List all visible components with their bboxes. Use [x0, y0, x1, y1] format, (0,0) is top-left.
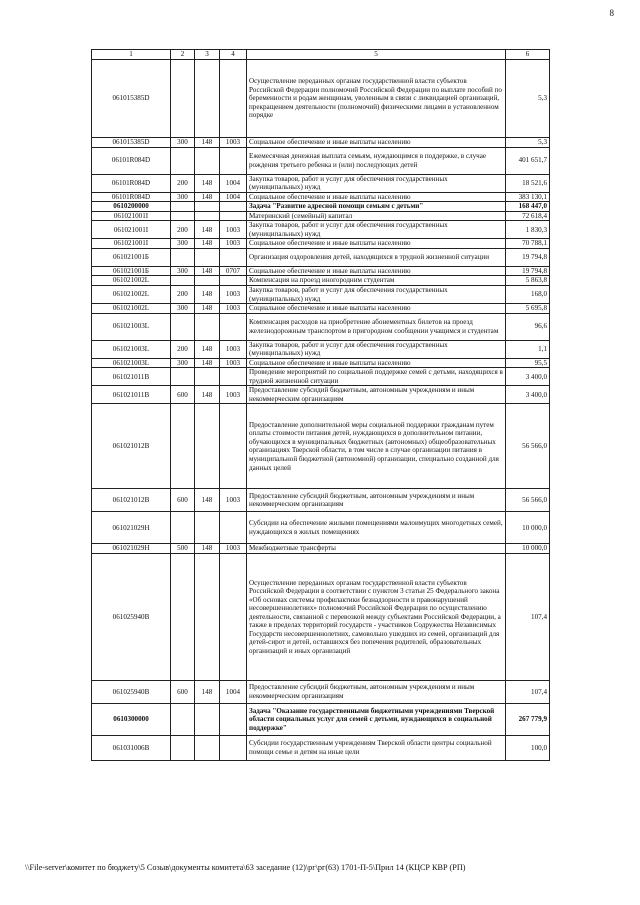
- section-code-cell: [220, 404, 247, 489]
- code-cell: 061021001Б: [92, 266, 171, 276]
- expense-type-cell: [171, 313, 195, 340]
- amount-cell: 5 863,8: [506, 276, 550, 286]
- amount-cell: 5,3: [506, 138, 550, 148]
- file-path-footer: \\File-server\комитет по бюджету\5 Созыв\документы комитета\63 заседание (12)\рг\рг(63) 1701-П-5\Прил 14 (КЦСР КВР (РП): [25, 863, 466, 872]
- header-col-5: 5: [247, 50, 506, 60]
- code-cell: 061021029H: [92, 512, 171, 544]
- code-cell: 061015385D: [92, 138, 171, 148]
- expense-type-cell: [171, 704, 195, 736]
- table-row: [92, 340, 550, 358]
- code-cell: 061021012B: [92, 489, 171, 512]
- table-row: [92, 192, 550, 202]
- ministry-code-cell: 148: [195, 138, 220, 148]
- code-cell: 06101R084D: [92, 174, 171, 192]
- code-cell: 061021001I: [92, 211, 171, 221]
- table-row: [92, 386, 550, 404]
- expense-type-cell: [171, 147, 195, 174]
- expense-type-cell: 500: [171, 544, 195, 554]
- description-cell: Закупка товаров, работ и услуг для обеспечения государственных (муниципальных) нужд: [247, 340, 506, 358]
- description-cell: Социальное обеспечение и иные выплаты населению: [247, 358, 506, 368]
- ministry-code-cell: 148: [195, 221, 220, 239]
- code-cell: 061021029H: [92, 544, 171, 554]
- section-code-cell: [220, 512, 247, 544]
- amount-cell: 70 788,1: [506, 239, 550, 249]
- ministry-code-cell: [195, 404, 220, 489]
- table-row: [92, 202, 550, 212]
- description-cell: Задача "Развитие адресной помощи семьям с детьми": [247, 202, 506, 212]
- description-cell: Материнский (семейный) капитал: [247, 211, 506, 221]
- table-row: [92, 544, 550, 554]
- table-row: [92, 248, 550, 266]
- ministry-code-cell: 148: [195, 192, 220, 202]
- description-cell: Социальное обеспечение и иные выплаты населению: [247, 192, 506, 202]
- description-cell: Предоставление субсидий бюджетным, автономным учреждениям и иным некоммерческим организациям: [247, 386, 506, 404]
- code-cell: 0610300000: [92, 704, 171, 736]
- description-cell: Предоставление дополнительной меры социальной поддержки гражданам путем оплаты стоимости питания детей, нуждающихся в дополнительном питании, обучающихся в муниципальных бюджетных (автономных) общеобразовательных организациях Тверской области, в том числе в случае организации питания в муниципальной бюджетной (автономной) организации, специально созданной для данных целей: [247, 404, 506, 489]
- section-code-cell: [220, 704, 247, 736]
- description-cell: Социальное обеспечение и иные выплаты населению: [247, 239, 506, 249]
- expense-type-cell: [171, 60, 195, 138]
- description-cell: Субсидии на обеспечение жилыми помещениями малоимущих многодетных семей, нуждающихся в жилых помещениях: [247, 512, 506, 544]
- ministry-code-cell: [195, 512, 220, 544]
- table-body: [92, 60, 550, 761]
- section-code-cell: 1003: [220, 239, 247, 249]
- code-cell: 061021002L: [92, 304, 171, 314]
- amount-cell: 56 566,0: [506, 404, 550, 489]
- code-cell: 061021002L: [92, 276, 171, 286]
- expense-type-cell: [171, 248, 195, 266]
- amount-cell: 95,5: [506, 358, 550, 368]
- table-row: [92, 704, 550, 736]
- code-cell: 06101R084D: [92, 192, 171, 202]
- table-row: [92, 211, 550, 221]
- code-cell: 061015385D: [92, 60, 171, 138]
- expense-type-cell: 600: [171, 386, 195, 404]
- table-row: [92, 147, 550, 174]
- expense-type-cell: [171, 368, 195, 386]
- amount-cell: 19 794,8: [506, 248, 550, 266]
- section-code-cell: [220, 147, 247, 174]
- expense-type-cell: 300: [171, 192, 195, 202]
- description-cell: Ежемесячная денежная выплата семьям, нуждающимся в поддержке, в случае рождения третьего ребенка и (или) последующих детей: [247, 147, 506, 174]
- section-code-cell: [220, 248, 247, 266]
- ministry-code-cell: 148: [195, 358, 220, 368]
- section-code-cell: 1003: [220, 544, 247, 554]
- amount-cell: 3 400,0: [506, 386, 550, 404]
- expense-type-cell: 600: [171, 489, 195, 512]
- table-row: [92, 404, 550, 489]
- code-cell: 06101R084D: [92, 147, 171, 174]
- table-row: [92, 286, 550, 304]
- amount-cell: 18 521,6: [506, 174, 550, 192]
- description-cell: Закупка товаров, работ и услуг для обеспечения государственных (муниципальных) нужд: [247, 286, 506, 304]
- amount-cell: 267 779,9: [506, 704, 550, 736]
- expense-type-cell: 200: [171, 174, 195, 192]
- table-row: [92, 512, 550, 544]
- table-row: [92, 304, 550, 314]
- amount-cell: 1 830,3: [506, 221, 550, 239]
- section-code-cell: [220, 736, 247, 761]
- ministry-code-cell: [195, 147, 220, 174]
- table-row: [92, 266, 550, 276]
- section-code-cell: 1003: [220, 386, 247, 404]
- ministry-code-cell: 148: [195, 340, 220, 358]
- ministry-code-cell: 148: [195, 239, 220, 249]
- ministry-code-cell: [195, 704, 220, 736]
- table-row: [92, 368, 550, 386]
- expense-type-cell: 300: [171, 304, 195, 314]
- expense-type-cell: 300: [171, 358, 195, 368]
- section-code-cell: 1003: [220, 138, 247, 148]
- section-code-cell: [220, 276, 247, 286]
- ministry-code-cell: 148: [195, 286, 220, 304]
- expense-type-cell: [171, 202, 195, 212]
- section-code-cell: 1003: [220, 286, 247, 304]
- table-row: [92, 736, 550, 761]
- ministry-code-cell: 148: [195, 544, 220, 554]
- ministry-code-cell: 148: [195, 304, 220, 314]
- expense-type-cell: [171, 554, 195, 681]
- expense-type-cell: 600: [171, 681, 195, 704]
- amount-cell: 5,3: [506, 60, 550, 138]
- header-col-4: 4: [220, 50, 247, 60]
- code-cell: 061021003L: [92, 313, 171, 340]
- code-cell: 061021003L: [92, 358, 171, 368]
- expense-type-cell: 200: [171, 221, 195, 239]
- amount-cell: 168 447,0: [506, 202, 550, 212]
- section-code-cell: [220, 313, 247, 340]
- amount-cell: 10 000,0: [506, 512, 550, 544]
- table-row: [92, 138, 550, 148]
- description-cell: Компенсация расходов на приобретение абонементных билетов на проезд железнодорожным транспортом в пригородном сообщении учащимся и студентам: [247, 313, 506, 340]
- table-row: [92, 239, 550, 249]
- expense-type-cell: 300: [171, 138, 195, 148]
- ministry-code-cell: [195, 202, 220, 212]
- expense-type-cell: 300: [171, 239, 195, 249]
- table-row: [92, 681, 550, 704]
- amount-cell: 10 000,0: [506, 544, 550, 554]
- table-row: [92, 221, 550, 239]
- expense-type-cell: [171, 276, 195, 286]
- code-cell: 061021001Б: [92, 248, 171, 266]
- code-cell: 061021002L: [92, 286, 171, 304]
- description-cell: Социальное обеспечение и иные выплаты населению: [247, 266, 506, 276]
- section-code-cell: 1004: [220, 681, 247, 704]
- amount-cell: 5 695,8: [506, 304, 550, 314]
- expense-type-cell: [171, 512, 195, 544]
- table-row: [92, 60, 550, 138]
- section-code-cell: [220, 368, 247, 386]
- code-cell: 061025940B: [92, 554, 171, 681]
- section-code-cell: 1004: [220, 174, 247, 192]
- ministry-code-cell: [195, 211, 220, 221]
- description-cell: Предоставление субсидий бюджетным, автономным учреждениям и иным некоммерческим организациям: [247, 489, 506, 512]
- description-cell: Субсидии государственным учреждениям Тверской области центры социальной помощи семье и детям на иные цели: [247, 736, 506, 761]
- description-cell: Проведение мероприятий по социальной поддержке семей с детьми, находящихся в трудной жизненной ситуации: [247, 368, 506, 386]
- amount-cell: 72 618,4: [506, 211, 550, 221]
- expense-type-cell: 300: [171, 266, 195, 276]
- description-cell: Межбюджетные трансферты: [247, 544, 506, 554]
- code-cell: 061021011B: [92, 386, 171, 404]
- ministry-code-cell: 148: [195, 386, 220, 404]
- amount-cell: 107,4: [506, 681, 550, 704]
- section-code-cell: [220, 202, 247, 212]
- amount-cell: 100,0: [506, 736, 550, 761]
- header-col-2: 2: [171, 50, 195, 60]
- section-code-cell: 1003: [220, 358, 247, 368]
- table-row: [92, 174, 550, 192]
- amount-cell: 383 130,1: [506, 192, 550, 202]
- code-cell: 061031006B: [92, 736, 171, 761]
- code-cell: 061021001I: [92, 239, 171, 249]
- table-row: [92, 489, 550, 512]
- description-cell: Организация оздоровления детей, находящихся в трудной жизненной ситуации: [247, 248, 506, 266]
- amount-cell: 19 794,8: [506, 266, 550, 276]
- description-cell: Предоставление субсидий бюджетным, автономным учреждениям и иным некоммерческим организациям: [247, 681, 506, 704]
- expense-type-cell: [171, 736, 195, 761]
- table-row: [92, 313, 550, 340]
- page-number: 8: [609, 8, 614, 18]
- amount-cell: 107,4: [506, 554, 550, 681]
- amount-cell: 401 651,7: [506, 147, 550, 174]
- code-cell: 061021011B: [92, 368, 171, 386]
- description-cell: Осуществление переданных органам государственной власти субъектов Российской Федерации в соответствии с пунктом 3 статьи 25 Федерального закона «Об основах системы профилактики безнадзорности и правонарушений несовершеннолетних» полномочий Российской Федерации по осуществлению деятельности, связанной с перевозкой между субъектами Российской Федерации, а также в пределах территорий государств - участников Содружества Независимых Государств несовершеннолетних, самовольно ушедших из семей, организаций для детей-сирот и детей, оставшихся без попечения родителей, образовательных организаций и иных организаций: [247, 554, 506, 681]
- ministry-code-cell: 148: [195, 174, 220, 192]
- table-row: [92, 276, 550, 286]
- section-code-cell: [220, 554, 247, 681]
- table-row: [92, 554, 550, 681]
- ministry-code-cell: 148: [195, 266, 220, 276]
- header-col-1: 1: [92, 50, 171, 60]
- amount-cell: 1,1: [506, 340, 550, 358]
- description-cell: Социальное обеспечение и иные выплаты населению: [247, 138, 506, 148]
- section-code-cell: 0707: [220, 266, 247, 276]
- section-code-cell: 1003: [220, 221, 247, 239]
- section-code-cell: 1003: [220, 340, 247, 358]
- code-cell: 0610200000: [92, 202, 171, 212]
- section-code-cell: [220, 60, 247, 138]
- ministry-code-cell: 148: [195, 489, 220, 512]
- section-code-cell: 1004: [220, 192, 247, 202]
- header-col-3: 3: [195, 50, 220, 60]
- ministry-code-cell: [195, 248, 220, 266]
- header-col-6: 6: [506, 50, 550, 60]
- code-cell: 061021003L: [92, 340, 171, 358]
- section-code-cell: 1003: [220, 304, 247, 314]
- expense-type-cell: [171, 211, 195, 221]
- description-cell: Компенсация на проезд иногородним студентам: [247, 276, 506, 286]
- description-cell: Закупка товаров, работ и услуг для обеспечения государственных (муниципальных) нужд: [247, 221, 506, 239]
- code-cell: 061021012B: [92, 404, 171, 489]
- ministry-code-cell: [195, 313, 220, 340]
- description-cell: Социальное обеспечение и иные выплаты населению: [247, 304, 506, 314]
- ministry-code-cell: [195, 60, 220, 138]
- amount-cell: 3 400,0: [506, 368, 550, 386]
- table-row: [92, 358, 550, 368]
- ministry-code-cell: 148: [195, 681, 220, 704]
- amount-cell: 168,0: [506, 286, 550, 304]
- ministry-code-cell: [195, 368, 220, 386]
- expense-type-cell: 200: [171, 286, 195, 304]
- expense-type-cell: [171, 404, 195, 489]
- amount-cell: 96,6: [506, 313, 550, 340]
- table-header-row: [92, 50, 550, 60]
- section-code-cell: 1003: [220, 489, 247, 512]
- amount-cell: 56 566,0: [506, 489, 550, 512]
- code-cell: 061025940B: [92, 681, 171, 704]
- ministry-code-cell: [195, 554, 220, 681]
- code-cell: 061021001I: [92, 221, 171, 239]
- description-cell: Задача "Оказание государственными бюджетными учреждениями Тверской области социальных услуг для семей с детьми, нуждающихся в социальной поддержке": [247, 704, 506, 736]
- expense-type-cell: 200: [171, 340, 195, 358]
- budget-table: [91, 49, 550, 761]
- ministry-code-cell: [195, 276, 220, 286]
- description-cell: Осуществление переданных органам государственной власти субъектов Российской Федерации полномочий Российской Федерации по выплате пособий по беременности и родам женщинам, уволенным в связи с ликвидацией организаций, прекращением деятельности (полномочий) физическими лицами в установленном порядке: [247, 60, 506, 138]
- description-cell: Закупка товаров, работ и услуг для обеспечения государственных (муниципальных) нужд: [247, 174, 506, 192]
- ministry-code-cell: [195, 736, 220, 761]
- section-code-cell: [220, 211, 247, 221]
